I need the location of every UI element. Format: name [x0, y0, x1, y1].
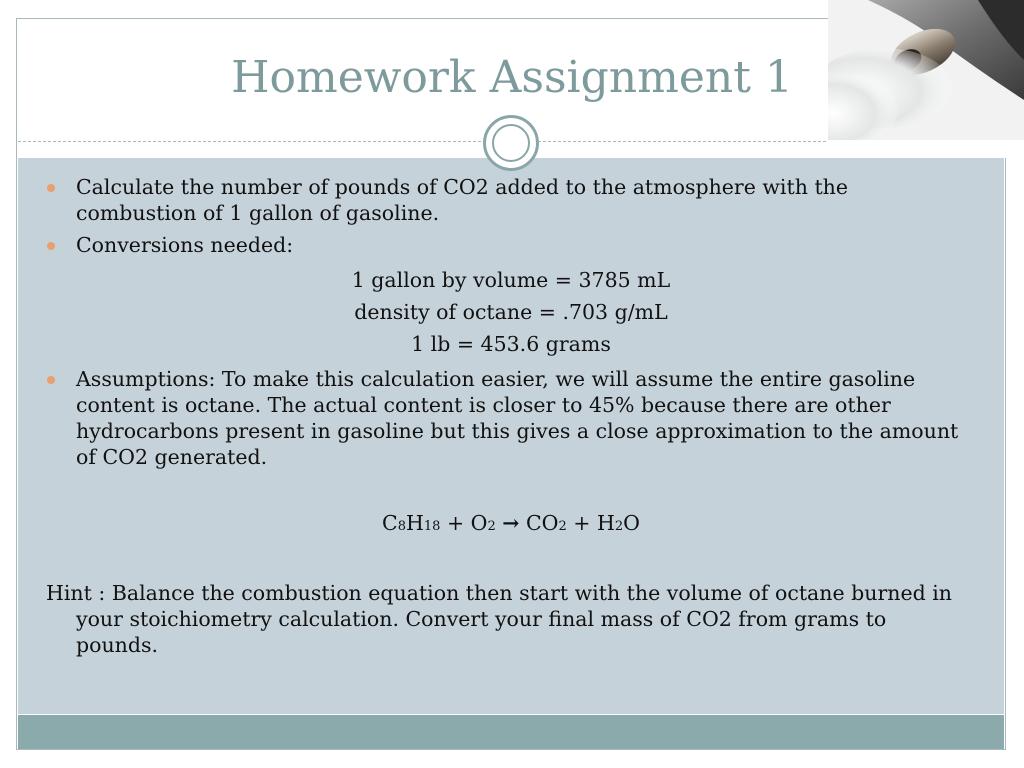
conversion-gallon: 1 gallon by volume = 3785 mL: [351, 268, 671, 292]
footer-band: [18, 715, 1004, 749]
slide-title: Homework Assignment 1: [231, 52, 793, 103]
bullet-text: Conversions needed:: [76, 233, 294, 257]
car-exhaust-photo: [828, 0, 1024, 158]
bullet-text: Assumptions: To make this calculation easier, we will assume the entire gasoline content is octane. The actual content is closer to 45% because there are other hydrocarbons present in gasoline but this gives a close approximation to the amount of CO2 generated.: [76, 367, 959, 469]
conversion-pound: 1 lb = 453.6 grams: [411, 332, 611, 356]
bullet-dot: [47, 242, 55, 250]
conversion-density: density of octane = .703 g/mL: [354, 300, 668, 324]
bullet-dot: [47, 376, 55, 384]
hint-text: Hint : Balance the combustion equation then start with the volume of octane burned in your stoichiometry calculation. Convert your final mass of CO2 from grams to pounds.: [46, 581, 952, 657]
bullet-conversions: [18, 232, 1004, 258]
arrow-right-icon: →: [502, 511, 520, 535]
content-panel: [18, 158, 1004, 714]
bullet-dot: [47, 184, 55, 192]
bullet-co2-task: [18, 174, 1004, 226]
content-text: [18, 158, 1004, 658]
title-divider: [18, 141, 826, 142]
bullet-assumptions: [18, 366, 1004, 470]
title-ornament-ring: [483, 115, 539, 171]
title-ornament-inner-ring: [492, 124, 530, 162]
car-exhaust-image: [828, 0, 1024, 158]
bullet-text: Calculate the number of pounds of CO2 added to the atmosphere with the combustion of 1 gallon of gasoline.: [76, 175, 849, 225]
combustion-equation: C8H18 + O2 → CO2 + H2O: [382, 511, 640, 535]
